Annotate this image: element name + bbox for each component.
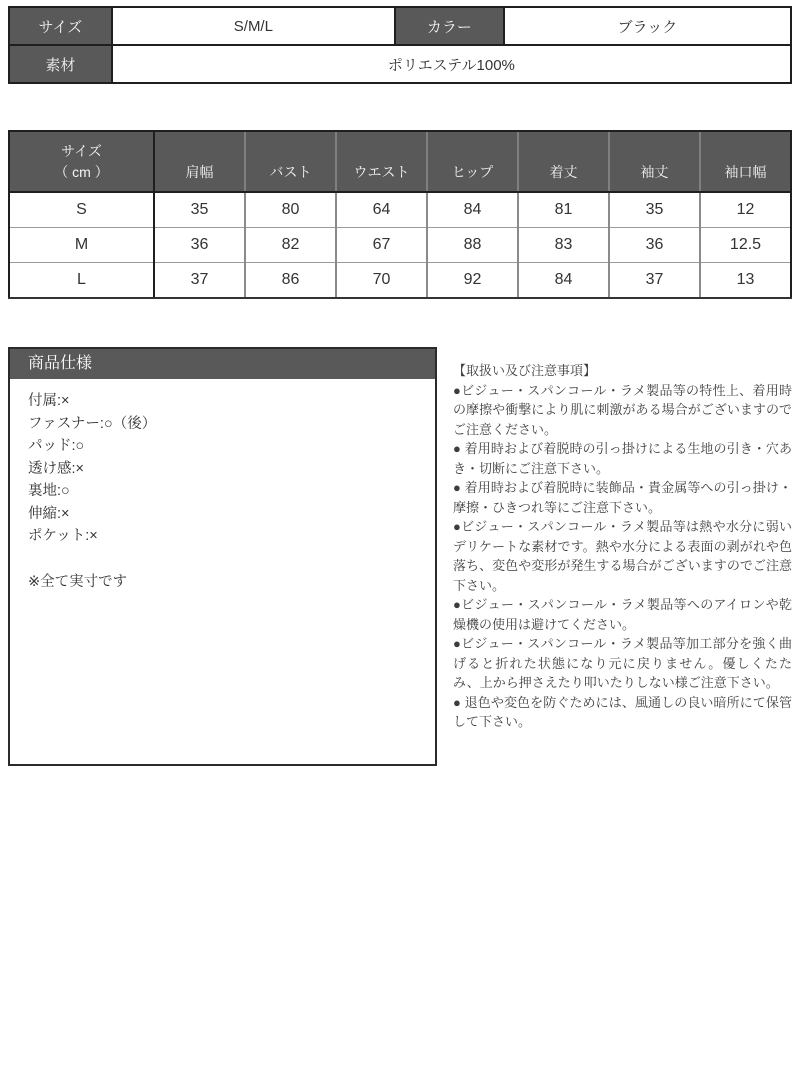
col-header-cuff: 袖口幅 bbox=[700, 131, 791, 192]
value-cell: 12 bbox=[700, 192, 791, 228]
size-row-l bbox=[9, 263, 791, 299]
product-spec-body bbox=[10, 379, 435, 593]
size-name-cell: M bbox=[9, 228, 154, 263]
col-header-sleeve: 袖丈 bbox=[609, 131, 700, 192]
product-spec-page bbox=[0, 6, 800, 1073]
size-name-cell: L bbox=[9, 263, 154, 299]
size-chart-corner-cell bbox=[9, 131, 154, 192]
size-chart-table bbox=[8, 130, 792, 299]
color-value-cell: ブラック bbox=[504, 7, 791, 45]
value-cell: 82 bbox=[245, 228, 336, 263]
spec-line-sheerness: 透け感:× bbox=[28, 460, 84, 477]
value-cell: 92 bbox=[427, 263, 518, 299]
size-header-cell: サイズ bbox=[9, 7, 112, 45]
spec-line-pad: パッド:○ bbox=[28, 438, 85, 454]
value-cell: 67 bbox=[336, 228, 427, 263]
spec-measurement-note: ※全て実寸です bbox=[28, 573, 128, 590]
value-cell: 88 bbox=[427, 228, 518, 263]
handling-note-item: ●ビジュー・スパンコール・ラメ製品等へのアイロンや乾燥機の使用は避けてください。 bbox=[453, 597, 792, 632]
handling-note-item: ● 着用時および着脱時に装飾品・貴金属等への引っ掛け・摩擦・ひきつれ等にご注意下さい。 bbox=[453, 480, 792, 515]
handling-note-item: ● 退色や変色を防ぐためには、風通しの良い暗所にて保管して下さい。 bbox=[453, 694, 792, 729]
spec-line-fastener: ファスナー:○（後） bbox=[28, 415, 157, 432]
value-cell: 35 bbox=[609, 192, 700, 228]
size-row-m bbox=[9, 228, 791, 263]
value-cell: 81 bbox=[518, 192, 609, 228]
value-cell: 36 bbox=[609, 228, 700, 263]
value-cell: 80 bbox=[245, 192, 336, 228]
value-cell: 70 bbox=[336, 263, 427, 299]
value-cell: 84 bbox=[518, 263, 609, 299]
value-cell: 12.5 bbox=[700, 228, 791, 263]
value-cell: 83 bbox=[518, 228, 609, 263]
spec-line-pocket: ポケット:× bbox=[28, 528, 98, 544]
col-header-shoulder: 肩幅 bbox=[154, 131, 245, 192]
value-cell: 35 bbox=[154, 192, 245, 228]
material-value-cell: ポリエステル100% bbox=[112, 45, 791, 83]
value-cell: 37 bbox=[609, 263, 700, 299]
value-cell: 64 bbox=[336, 192, 427, 228]
corner-line1: サイズ bbox=[61, 142, 102, 159]
col-header-hip: ヒップ bbox=[427, 131, 518, 192]
value-cell: 37 bbox=[154, 263, 245, 299]
value-cell: 13 bbox=[700, 263, 791, 299]
value-cell: 86 bbox=[245, 263, 336, 299]
product-spec-box bbox=[8, 347, 437, 766]
value-cell: 84 bbox=[427, 192, 518, 228]
info-row-size-color bbox=[9, 7, 791, 45]
size-name-cell: S bbox=[9, 192, 154, 228]
col-header-waist: ウエスト bbox=[336, 131, 427, 192]
size-row-s bbox=[9, 192, 791, 228]
col-header-bust: バスト bbox=[245, 131, 336, 192]
handling-note-item: ● 着用時および着脱時の引っ掛けによる生地の引き・穴あき・切断にご注意下さい。 bbox=[453, 441, 792, 476]
material-header-cell: 素材 bbox=[9, 45, 112, 83]
spec-line-accessory: 付属:× bbox=[28, 393, 70, 409]
spec-line-lining: 裏地:○ bbox=[28, 483, 70, 499]
handling-notes-title: 【取扱い及び注意事項】 bbox=[453, 363, 597, 378]
col-header-length: 着丈 bbox=[518, 131, 609, 192]
handling-note-item: ●ビジュー・スパンコール・ラメ製品等加工部分を強く曲げると折れた状態になり元に戻りません。優しくたたみ、上から押さえたり叩いたりしない様ご注意下さい。 bbox=[453, 636, 792, 690]
color-header-cell: カラー bbox=[395, 7, 504, 45]
size-chart-header-row bbox=[9, 131, 791, 192]
value-cell: 36 bbox=[154, 228, 245, 263]
spec-line-stretch: 伸縮:× bbox=[28, 505, 70, 522]
handling-note-item: ●ビジュー・スパンコール・ラメ製品等は熱や水分に弱いデリケートな素材です。熱や水分による表面の剥がれや色落ち、変色や変形が発生する場合がございますのでご注意下さい。 bbox=[453, 519, 792, 593]
corner-line2: （ cm ） bbox=[54, 163, 109, 180]
handling-note-item: ●ビジュー・スパンコール・ラメ製品等の特性上、着用時の摩擦や衝撃により肌に刺激がある場合がございますのでご注意ください。 bbox=[453, 382, 792, 437]
handling-notes bbox=[453, 361, 792, 732]
size-value-cell: S/M/L bbox=[112, 7, 395, 45]
product-spec-title: 商品仕様 bbox=[10, 349, 435, 379]
info-row-material bbox=[9, 45, 791, 83]
product-info-table bbox=[8, 6, 792, 84]
bottom-section bbox=[8, 347, 792, 766]
